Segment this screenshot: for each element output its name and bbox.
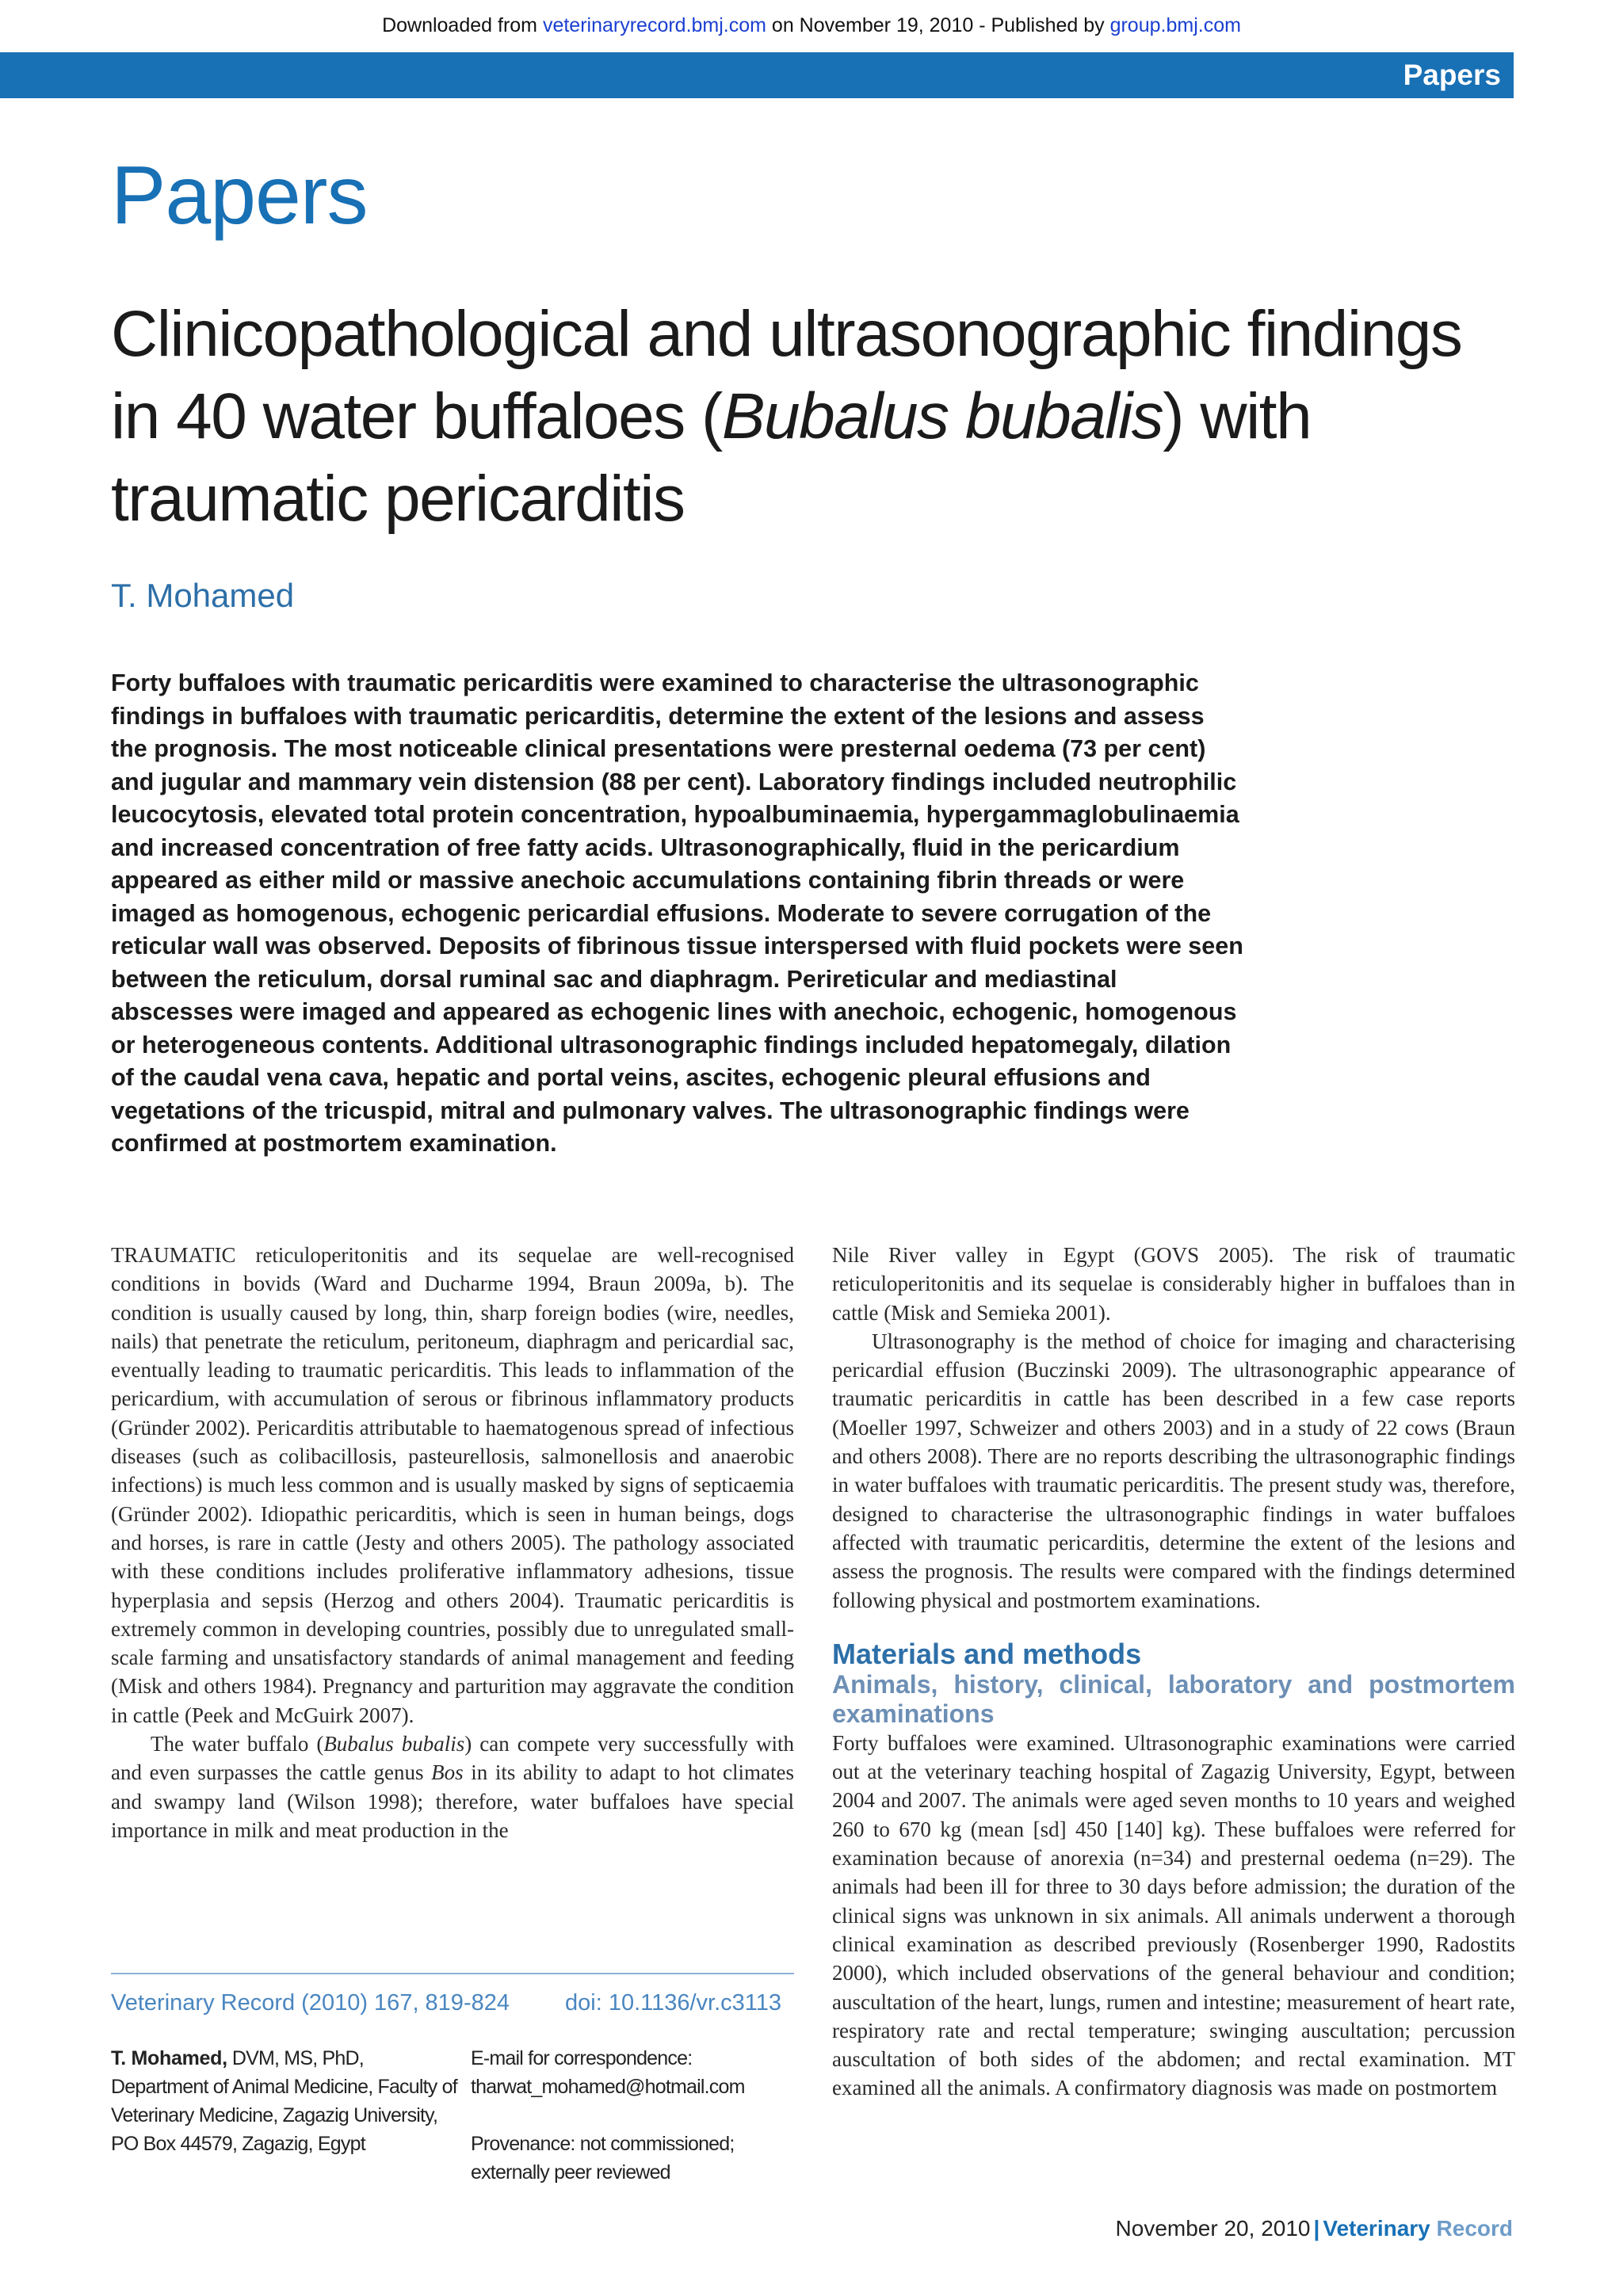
text-run: ) can compete very successfully with and even surpasses the cattle genus	[111, 1732, 794, 1785]
footer-separator: |	[1313, 2216, 1320, 2241]
body-column-left	[111, 1241, 794, 1844]
journal-name-part-1: Veterinary	[1323, 2216, 1430, 2241]
subsection-heading: Animals, history, clinical, laboratory and postmortem examinations	[832, 1669, 1515, 1728]
paragraph: Forty buffaloes were examined. Ultrasonographic examinations were carried out at the veterinary teaching hospital of Zagazig University, Egypt, between 2004 and 2007. The animals were aged seven months to 10 years and weighed 260 to 670 kg (mean [sd] 450 [140] kg). These buffaloes were referred for examination because of anorexia (n=34) and presternal oedema (n=29). The animals had been ill for three to 30 days before admission; the duration of the clinical signs was unknown in six animals. All animals underwent a thorough clinical examination as described previously (Rosenberger 1990, Radostits 2000), which included observations of the general behaviour and condition; auscultation of the heart, lungs, rumen and intestine; measurement of heart rate, respiratory rate and rectal temperature; swinging auscultation; percussion auscultation of both sides of the abdomen; and rectal examination. MT examined all the animals. A confirmatory diagnosis was made on postmortem	[832, 1730, 1515, 2100]
divider	[111, 1973, 794, 1974]
paragraph: Nile River valley in Egypt (GOVS 2005). The risk of traumatic reticuloperitonitis and its sequelae is considerably higher in buffaloes than in cattle (Misk and Semieka 2001).	[832, 1243, 1515, 1325]
paragraph: Ultrasonography is the method of choice for imaging and characterising pericardial effusion (Buczinski 2009). The ultrasonographic appearance of traumatic pericarditis in cattle has been described in a few case reports (Moeller 1997, Schweizer and others 2003) and in a study of 22 cows (Braun and others 2008). There are no reports describing the ultrasonographic findings in water buffaloes with traumatic pericarditis. The present study was, therefore, designed to characterise the ultrasonographic findings in water buffaloes affected with traumatic pericarditis, determine the extent of the lesions and assess the prognosis. The results were compared with the findings determined following physical and postmortem examinations.	[832, 1329, 1515, 1612]
publisher-link[interactable]: group.bmj.com	[1109, 14, 1241, 36]
section-heading-methods: Materials and methods	[832, 1637, 1142, 1670]
text-run: in its ability to adapt to hot climates and swampy land (Wilson 1998); therefore, water buffaloes have special importance in milk and meat production in the	[111, 1760, 794, 1842]
affiliation-name: T. Mohamed,	[111, 2047, 227, 2069]
title-part-2: ) with traumatic pericarditis	[111, 380, 1312, 535]
email-address[interactable]: tharwat_mohamed@hotmail.com	[471, 2076, 745, 2098]
page-footer	[1116, 2216, 1513, 2241]
paragraph: TRAUMATIC reticuloperitonitis and its sequelae are well-recognised conditions in bovids (Ward and Ducharme 1994, Braun 2009a, b). The condition is usually caused by long, thin, sharp foreign bodies (wire, needles, nails) that penetrate the reticulum, peritoneum, diaphragm and pericardial sac, eventually leading to traumatic pericarditis. This leads to inflammation of the pericardium, with accumulation of serous or fibrinous inflammatory products (Gründer 2002). Pericarditis attributable to haematogenous spread of infectious diseases (such as colibacillosis, pasteurellosis, salmonellosis and anaerobic infections) is much less common and is usually masked by signs of septicaemia (Gründer 2002). Idiopathic pericarditis, which is seen in human beings, dogs and horses, is rare in cattle (Jesty and others 2005). The pathology associated with these conditions includes proliferative inflammatory adhesions, tissue hyperplasia and sepsis (Herzog and others 2004). Traumatic pericarditis is extremely common in developing countries, possibly due to unregulated small-scale farming and unsatisfactory standards of animal management and feeding (Misk and others 1984). Pregnancy and parturition may aggravate the condition in cattle (Peek and McGuirk 2007).	[111, 1243, 794, 1727]
download-prefix: Downloaded from	[382, 14, 543, 36]
journal-site-link[interactable]: veterinaryrecord.bmj.com	[542, 14, 766, 36]
title-part-1: Clinicopathological and ultrasonographic findings in 40 water buffaloes (	[111, 298, 1462, 452]
title-species: Bubalus bubalis	[721, 380, 1163, 452]
article-title	[111, 293, 1522, 540]
body-column-right	[832, 1241, 1515, 2103]
journal-name-part-2: Record	[1436, 2216, 1513, 2241]
species-italic: Bubalus bubalis	[323, 1732, 465, 1756]
affiliation-details: DVM, MS, PhD, Department of Animal Medicine, Faculty of Veterinary Medicine, Zagazig University, PO Box 44579, Zagazig, Egypt	[111, 2047, 457, 2155]
correspondence-info	[471, 2044, 804, 2187]
download-notice	[0, 14, 1623, 37]
abstract: Forty buffaloes with traumatic pericarditis were examined to characterise the ultrasonographic findings in buffaloes with traumatic pericarditis, determine the extent of the lesions and assess the prognosis. The most noticeable clinical presentations were presternal oedema (73 per cent) and jugular and mammary vein distension (88 per cent). Laboratory findings included neutrophilic leucocytosis, elevated total protein concentration, hypoalbuminaemia, hypergammaglobulinaemia and increased concentration of free fatty acids. Ultrasonographically, fluid in the pericardium appeared as either mild or massive anechoic accumulations containing fibrin threads or were imaged as homogenous, echogenic pericardial effusions. Moderate to severe corrugation of the reticular wall was observed. Deposits of fibrinous tissue interspersed with fluid pockets were seen between the reticulum, dorsal ruminal sac and diaphragm. Perireticular and mediastinal abscesses were imaged and appeared as echogenic lines with anechoic, echogenic, homogenous or heterogeneous contents. Additional ultrasonographic findings included hepatomegaly, dilation of the caudal vena cava, hepatic and portal veins, ascites, echogenic pleural effusions and vegetations of the tricuspid, mitral and pulmonary valves. The ultrasonographic findings were confirmed at postmortem examination.	[111, 669, 1243, 1157]
paragraph	[111, 1730, 794, 1844]
doi-link[interactable]: doi: 10.1136/vr.c3113	[565, 1990, 782, 2016]
genus-italic: Bos	[431, 1760, 464, 1785]
author-affiliation	[111, 2044, 460, 2158]
email-label: E-mail for correspondence:	[471, 2047, 693, 2069]
journal-citation: Veterinary Record (2010) 167, 819-824	[111, 1990, 510, 2016]
author-name: T. Mohamed	[111, 577, 295, 614]
issue-date: November 20, 2010	[1115, 2216, 1311, 2241]
section-header-bar	[0, 52, 1514, 98]
section-label: Papers	[1403, 59, 1501, 91]
section-heading: Papers	[111, 150, 368, 242]
text-run: The water buffalo (	[151, 1732, 324, 1756]
download-middle: on November 19, 2010 - Published by	[766, 14, 1110, 36]
provenance-note: Provenance: not commissioned; externally peer reviewed	[471, 2133, 735, 2183]
